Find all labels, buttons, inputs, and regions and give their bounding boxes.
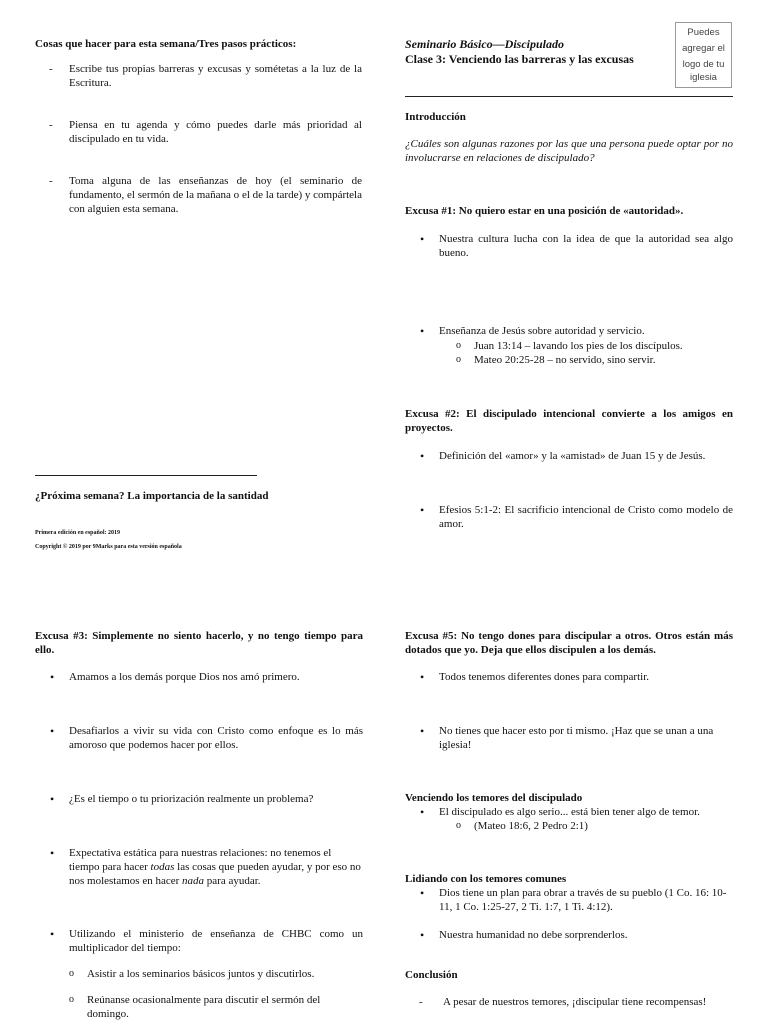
edition-note: Primera edición en español: 2019 [35, 530, 120, 536]
common-fears-list [405, 886, 733, 942]
emphasis-nothing: nada [182, 875, 205, 887]
intro-heading: Introducción [405, 111, 466, 123]
logo-text-line: Puedes [687, 27, 720, 38]
class-title: Clase 3: Venciendo las barreras y las excusas [405, 52, 634, 66]
list-item: - Toma alguna de las enseñanzas de hoy (el seminario de fundamento, el sermón de la mañana o el de la tarde) y compártela con alguien esta semana. [35, 174, 362, 216]
logo-text-line: logo de tu [682, 59, 725, 70]
list-item: - Piensa en tu agenda y cómo puedes darle más prioridad al discipulado en tu vida. [35, 118, 362, 146]
conclusion-list [405, 995, 733, 1009]
list-item: o Reúnanse ocasionalmente para discutir el sermón del domingo. [35, 993, 363, 1021]
list-item: • El discipulado es algo serio... está bien tener algo de temor. [405, 805, 733, 819]
list-item: • No tienes que hacer esto por ti mismo. ¡Haz que se unan a una iglesia! [405, 724, 733, 752]
intro-question: ¿Cuáles son algunas razones por las que una persona puede optar por no involucrarse en relaciones de discipulado? [405, 138, 733, 164]
list-item [35, 846, 363, 888]
list-item: • Desafiarlos a vivir su vida con Cristo como enfoque es lo más amoroso que podemos hacer por ellos. [35, 724, 363, 752]
excuse1-sublist [422, 339, 732, 367]
list-item: • Nuestra humanidad no debe sorprenderlos. [405, 928, 733, 942]
excuse2-heading: Excusa #2: El discipulado intencional convierte a los amigos en proyectos. [405, 408, 733, 434]
list-item: o (Mateo 18:6, 2 Pedro 2:1) [422, 819, 732, 833]
excuse3-list [35, 670, 363, 684]
multiplier-sublist [35, 967, 363, 1021]
fears-list [405, 805, 733, 819]
header-divider [405, 96, 733, 97]
list-item: • Definición del «amor» y la «amistad» de Juan 15 y de Jesús. [405, 449, 733, 463]
expectation-text: para ayudar. [204, 875, 261, 887]
excuse5-list [405, 670, 733, 684]
excuse1-heading: Excusa #1: No quiero estar en una posición de «autoridad». [405, 205, 684, 217]
next-week-heading: ¿Próxima semana? La importancia de la santidad [35, 490, 269, 502]
list-item: • Amamos a los demás porque Dios nos amó primero. [35, 670, 363, 684]
excuse3-list-5 [35, 927, 363, 955]
excuse1-list [405, 232, 733, 260]
fears-sublist [422, 819, 732, 833]
excuse3-list-2 [35, 724, 363, 752]
fears-heading: Venciendo los temores del discipulado [405, 792, 583, 804]
logo-text-line: agregar el [682, 43, 725, 54]
common-fears-heading: Lidiando con los temores comunes [405, 873, 567, 885]
list-item: o Mateo 20:25-28 – no servido, sino servir. [422, 353, 732, 367]
list-item: • Enseñanza de Jesús sobre autoridad y servicio. [405, 324, 733, 338]
list-item: o Juan 13:14 – lavando los pies de los discípulos. [422, 339, 732, 353]
excuse3-list-3 [35, 792, 363, 806]
excuse5-heading: Excusa #5: No tengo dones para discipular a otros. Otros están más dotados que yo. Deja que ellos discipulen a los demás. [405, 630, 733, 656]
logo-text-line: iglesia [690, 72, 717, 83]
list-item: • Todos tenemos diferentes dones para compartir. [405, 670, 733, 684]
excuse3-list-4 [35, 846, 363, 888]
series-title: Seminario Básico—Discipulado [405, 37, 565, 51]
copyright-note: Copyright © 2019 por 9Marks para esta versión española [35, 544, 182, 550]
excuse5-list-2 [405, 724, 733, 752]
divider [35, 475, 257, 476]
excuse2-list-2 [405, 503, 733, 531]
list-item: - Escribe tus propias barreras y excusas y sométetas a la luz de la Escritura. [35, 62, 362, 90]
excuse1-list-2 [405, 324, 733, 338]
list-item: • ¿Es el tiempo o tu priorización realmente un problema? [35, 792, 363, 806]
todo-heading: Cosas que hacer para esta semana/Tres pasos prácticos: [35, 38, 297, 50]
todo-list [35, 62, 362, 216]
excuse3-heading: Excusa #3: Simplemente no siento hacerlo, y no tengo tiempo para ello. [35, 630, 363, 656]
emphasis-all: todas [150, 861, 175, 873]
expectation-text: las cosas que pueden ayudar, y por eso no nos molestamos en hacer [69, 861, 361, 887]
list-item: o Asistir a los seminarios básicos juntos y discutirlos. [35, 967, 363, 981]
list-item: - A pesar de nuestros temores, ¡discipular tiene recompensas! [405, 995, 733, 1009]
list-item: • Dios tiene un plan para obrar a través de su pueblo (1 Co. 16: 10-11, 1 Co. 1:25-27, 2 Ti. 1:7, 1 Ti. 4:12). [405, 886, 733, 914]
logo-placeholder [675, 22, 732, 88]
list-item: • Utilizando el ministerio de enseñanza de CHBC como un multiplicador del tiempo: [35, 927, 363, 955]
list-item: • Efesios 5:1-2: El sacrificio intencional de Cristo como modelo de amor. [405, 503, 733, 531]
expectation-text: Expectativa estática para nuestras relaciones: no tenemos el tiempo para hacer [69, 847, 332, 873]
excuse2-list [405, 449, 733, 463]
list-item: • Nuestra cultura lucha con la idea de que la autoridad sea algo bueno. [405, 232, 733, 260]
conclusion-heading: Conclusión [405, 969, 458, 981]
